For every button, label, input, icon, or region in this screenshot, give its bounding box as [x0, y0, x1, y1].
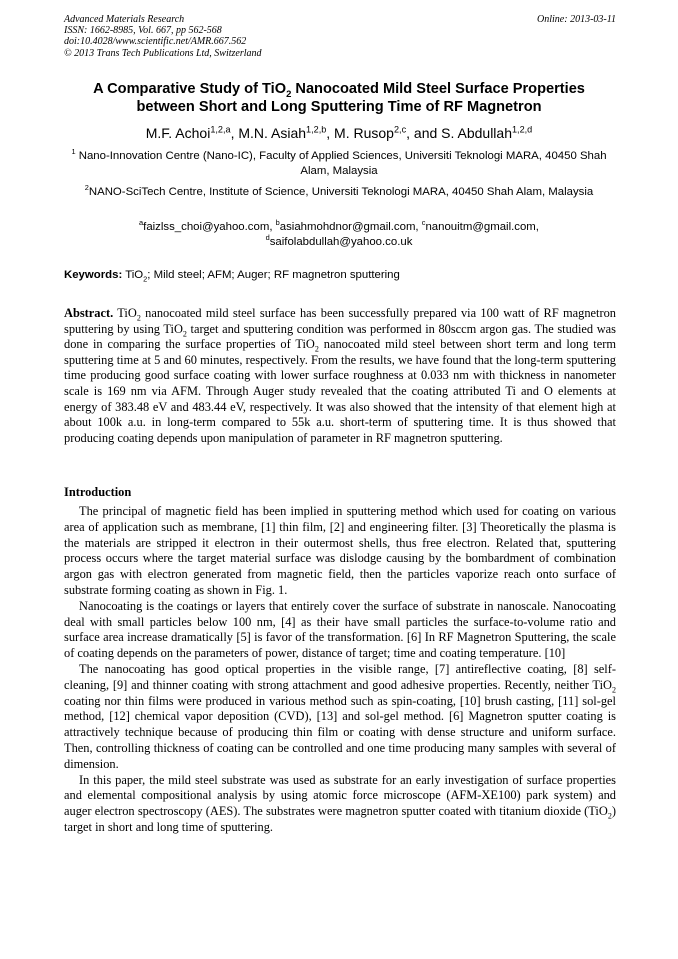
keyword-subscript: 2: [143, 274, 148, 284]
keyword: TiO: [122, 269, 144, 281]
journal-issn: ISSN: 1662-8985, Vol. 667, pp 562-568: [64, 25, 222, 37]
author-name: , M.N. Asiah: [230, 125, 307, 141]
abstract-text: nanocoated mild steel between short term and long term sputtering time at 5 and 60 minutes, respectively. From the results, we have found that the long-term sputtering time producing good surface coating with lower surface roughness at 0.033 nm with thickness in nanometer scale is 169 nm via AFM. Through Auger study revealed that the coating attributed Ti and O elements at energy of 383.48 eV and 483.44 eV, respectively. It was also showed that the intensity of that element high at about 100k a.u. in long-term compared to 55k a.u. short-term of sputtering time. It is thus showed that producing coating depends upon manipulation of parameter in RF magnetron sputtering.: [64, 337, 616, 445]
author-name: , M. Rusop: [326, 125, 394, 141]
intro-text: ) target in short and long time of sputtering.: [64, 804, 616, 834]
email-mark: d: [265, 233, 270, 243]
intro-subscript: 2: [611, 685, 616, 695]
author-mark: 1,2,a: [210, 124, 231, 135]
abstract-text: TiO: [113, 306, 137, 320]
intro-text: The nanocoating has good optical properties in the visible range, [7] antireflective coating, [8] self-cleaning, [9] and thinner coating with strong attachment and good adhesive properties. Recently, neither TiO: [64, 661, 616, 692]
introduction-body: [64, 504, 616, 836]
keywords-label: Keywords:: [64, 269, 123, 281]
journal-header: [64, 14, 616, 59]
author-mark: 2,c: [393, 124, 407, 135]
intro-text: coating nor thin films were produced in various method such as spin-coating, [10] brush casting, [11] sol-gel method, [12] chemical vapor deposition (CVD), [13] and sol-gel method. [6] Magnetron sputter coating is attractively technique because of producing thin film or coating with dense structure and uniform surface. Then, controlling thickness of coating can be controlled and one time producing many samples with several of dimension.: [64, 693, 616, 771]
journal-copyright: © 2013 Trans Tech Publications Ltd, Switzerland: [64, 47, 262, 59]
abstract-label: Abstract.: [64, 306, 114, 320]
journal-name: Advanced Materials Research: [64, 14, 185, 25]
section-heading-introduction: Introduction: [64, 485, 132, 499]
email-link[interactable]: asiahmohdnor@gmail.com,: [279, 221, 422, 233]
abstract-subscript: 2: [314, 344, 319, 354]
email-mark: b: [275, 218, 280, 228]
online-date: Online: 2013-03-11: [537, 14, 616, 25]
affiliation-mark: 2: [84, 183, 89, 193]
intro-paragraph-2: Nanocoating is the coatings or layers that entirely cover the surface of substrate in nanoscale. Nanocoating deal with small particles below 100 nm, [4] as their have small particles the surface-to-volume ratio and surface area increase dramatically [5] is favor of the transformation. [6] In RF Magnetron Sputtering, the scale of coating depends on the parameters of power, distance of target; time and coating temperature. [10]: [64, 598, 616, 661]
affiliation-text: NANO-SciTech Centre, Institute of Science, Universiti Teknologi MARA, 40450 Shah Alam, Malaysia: [88, 186, 594, 198]
title-part: Nanocoated Mild Steel Surface Properties: [291, 81, 585, 97]
affiliation-text: Nano-Innovation Centre (Nano-IC), Faculty of Applied Sciences, Universiti Teknologi MARA, 40450 Shah Alam, Malaysia: [75, 150, 607, 177]
journal-doi: doi:10.4028/www.scientific.net/AMR.667.562: [64, 36, 247, 48]
abstract-subscript: 2: [136, 313, 141, 323]
author-list: [40, 124, 638, 142]
abstract-text: target and sputtering condition was performed in 80sccm argon gas. The studied was done in comparing the surface properties of TiO: [64, 321, 616, 352]
affiliation-mark: 1: [71, 147, 76, 157]
title-line-2: between Short and Long Sputtering Time of RF Magnetron: [136, 99, 542, 115]
author-name: M.F. Achoi: [145, 125, 211, 141]
author-name: , and S. Abdullah: [406, 125, 512, 141]
abstract-subscript: 2: [182, 329, 187, 339]
email-link[interactable]: nanouitm@gmail.com,: [425, 221, 539, 233]
author-emails: [70, 220, 608, 250]
affiliation-2: [70, 185, 608, 200]
intro-paragraph-1: The principal of magnetic field has been implied in sputtering method which used for coating on various area of application such as membrane, [1] thin film, [2] and engineering filter. [3] Theoretically the plasma is the materials are stripped it electron in their outermost shells, thus free electron. Related that, sputtering process occurs where the target material surface was dislodge causing by the bombardment of combination argon gas with electron generated from magnetic field, then the particles vaporize reach onto surface of substrate forming coating as shown in Fig. 1.: [64, 504, 616, 597]
keyword-list: ; Mild steel; AFM; Auger; RF magnetron sputtering: [147, 269, 400, 281]
title-subscript: 2: [286, 88, 292, 100]
email-link[interactable]: saifolabdullah@yahoo.co.uk: [269, 236, 413, 248]
keywords-line: [64, 268, 616, 283]
intro-text: In this paper, the mild steel substrate was used as substrate for an early investigation of surface properties and elemental compositional analysis by using atomic force microscope (AFM-XE100) park system) and auger electron spectroscopy (AES). The substrates were magnetron sputter coated with titanium dioxide (TiO: [64, 772, 616, 819]
paper-title: [40, 80, 638, 116]
abstract-paragraph: [64, 306, 616, 446]
author-mark: 1,2,b: [306, 124, 327, 135]
email-mark: c: [421, 218, 426, 228]
email-link[interactable]: faizlss_choi@yahoo.com,: [143, 221, 276, 233]
title-part: A Comparative Study of TiO: [93, 81, 287, 97]
intro-paragraph-4: [64, 773, 616, 836]
affiliation-1: [70, 149, 608, 179]
intro-subscript: 2: [607, 811, 612, 821]
email-mark: a: [139, 218, 144, 228]
abstract-text: nanocoated mild steel surface has been successfully prepared via 100 watt of RF magnetron sputtering by using TiO: [64, 306, 616, 336]
intro-paragraph-3: [64, 662, 616, 773]
author-mark: 1,2,d: [512, 124, 533, 135]
